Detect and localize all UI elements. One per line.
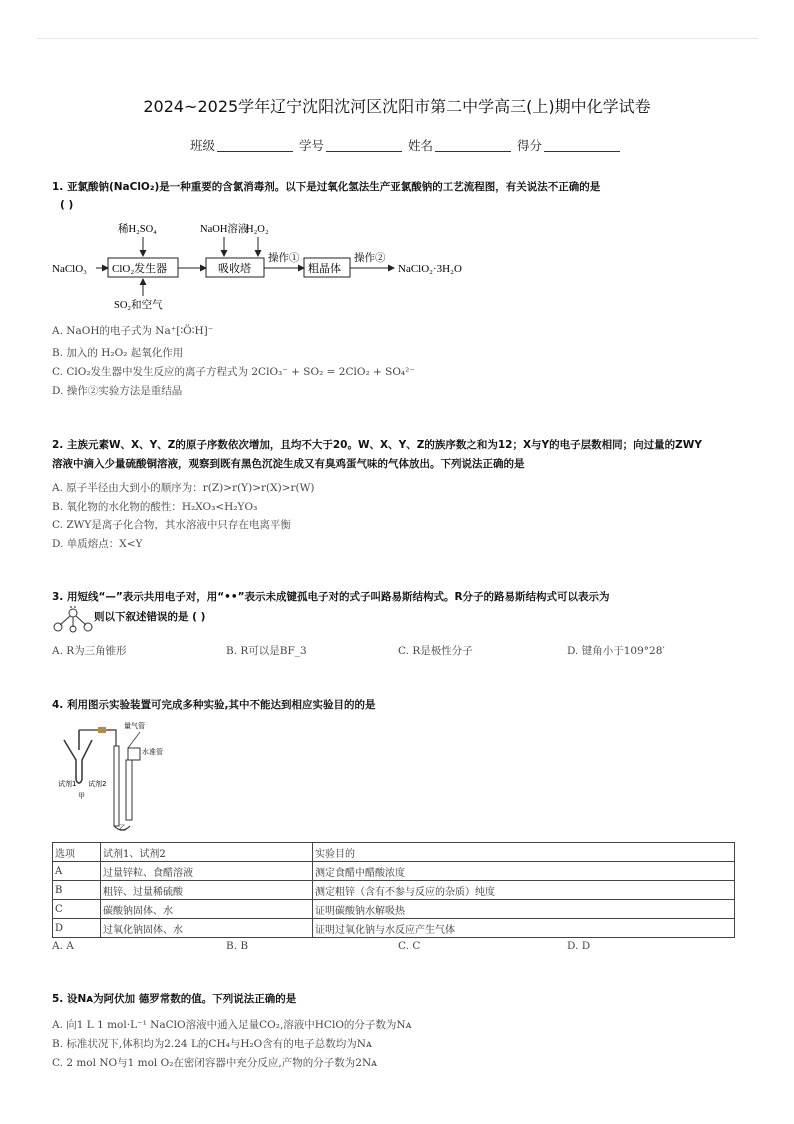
flow-op2-label: 操作② — [354, 253, 386, 264]
q4-option-b: B. B — [226, 940, 249, 952]
flow-output-label: NaClO₂·3H₂O — [398, 263, 462, 275]
student-id-label: 学号 — [299, 138, 325, 153]
apparatus-jia-label: 甲 — [78, 792, 85, 800]
table-cell: 粗锌、过量稀硫酸 — [101, 881, 313, 900]
q2-option-d: D. 单质熔点：X<Y — [52, 538, 143, 550]
score-blank[interactable] — [544, 151, 620, 152]
q4-stem: 4. 利用图示实验装置可完成多种实验,其中不能达到相应实验目的的是 — [52, 699, 376, 711]
table-cell: 测定粗锌（含有不参与反应的杂质）纯度 — [313, 881, 735, 900]
table-cell: B — [53, 881, 101, 900]
name-blank[interactable] — [435, 151, 511, 152]
q2-stem-line1: 2. 主族元素W、X、Y、Z的原子序数依次增加，且均不大于20。W、X、Y、Z的族序数之和为12；X与Y的电子层数相同；向过量的ZWY — [52, 439, 702, 451]
q2-stem-line2: 溶液中滴入少量硫酸铜溶液，观察到既有黑色沉淀生成又有臭鸡蛋气味的气体放出。下列说法正确的是 — [52, 458, 525, 470]
flow-box-absorber-label: 吸收塔 — [218, 263, 251, 275]
apparatus-yi-label: 乙 — [119, 824, 126, 832]
lewis-structure-icon — [52, 605, 94, 633]
q4-option-c: C. C — [398, 940, 421, 952]
page-title: 2024~2025学年辽宁沈阳沈河区沈阳市第二中学高三(上)期中化学试卷 — [143, 97, 651, 116]
q3-option-b: B. R可以是BF_3 — [226, 645, 307, 657]
level-tube-label: 水准管 — [142, 748, 163, 756]
class-label: 班级 — [190, 138, 216, 153]
flow-op1-label: 操作① — [268, 253, 300, 264]
q2-option-c: C. ZWY是离子化合物，其水溶液中只存在电离平衡 — [52, 519, 291, 531]
q3-option-c: C. R是极性分子 — [398, 645, 473, 657]
header-divider — [36, 38, 758, 39]
q1-option-d: D. 操作②实验方法是重结晶 — [52, 385, 183, 397]
table-cell: 过氧化钠固体、水 — [101, 919, 313, 938]
table-row — [53, 881, 735, 900]
table-header-cell: 实验目的 — [313, 843, 735, 862]
gas-tube-label: 量气管 — [124, 722, 145, 730]
q1-stem-line1: 1. 亚氯酸钠(NaClO₂)是一种重要的含氯消毒剂。以下是过氧化氢法生产亚氯酸钠的工艺流程图，有关说法不正确的是 — [52, 181, 601, 193]
q1-option-a: A. NaOH的电子式为 Na⁺[∶Ö∶H]⁻ — [52, 325, 214, 337]
flow-box-generator-label: ClO₂发生器 — [112, 263, 168, 275]
score-label: 得分 — [517, 138, 543, 153]
class-blank[interactable] — [217, 151, 293, 152]
table-cell: 测定食醋中醋酸浓度 — [313, 862, 735, 881]
flow-reagent-h2so4: 稀H₂SO₄ — [118, 224, 157, 235]
flow-box-crystal-label: 粗晶体 — [308, 263, 341, 275]
q5-option-a: A. 向1 L 1 mol·L⁻¹ NaClO溶液中通入足量CO₂,溶液中HClO的分子数为Nᴀ — [52, 1019, 412, 1031]
table-header-cell: 试剂1、试剂2 — [101, 843, 313, 862]
table-header-cell: 选项 — [53, 843, 101, 862]
q1-option-c: C. ClO₂发生器中发生反应的离子方程式为 2ClO₃⁻ + SO₂ = 2ClO₂ + SO₄²⁻ — [52, 366, 415, 378]
table-row — [53, 862, 735, 881]
table-cell: A — [53, 862, 101, 881]
q1-stem-line2: ( ) — [60, 199, 74, 211]
table-cell: 证明碳酸钠水解吸热 — [313, 900, 735, 919]
flow-so2-air: SO₂和空气 — [114, 300, 163, 311]
q1-option-b: B. 加入的 H₂O₂ 起氧化作用 — [52, 347, 184, 359]
q3-option-a: A. R为三角锥形 — [52, 645, 127, 657]
q3-option-d: D. 键角小于109°28′ — [567, 645, 665, 657]
q5-option-b: B. 标准状况下,体积均为2.24 L的CH₄与H₂O含有的电子总数均为Nᴀ — [52, 1038, 372, 1050]
student-id-blank[interactable] — [326, 151, 402, 152]
table-header-row — [53, 843, 735, 862]
q4-option-d: D. D — [567, 940, 591, 952]
student-info-line — [190, 136, 622, 154]
q5-option-c: C. 2 mol NO与1 mol O₂在密闭容器中充分反应,产物的分子数为2Nᴀ — [52, 1057, 378, 1069]
table-row — [53, 919, 735, 938]
q5-stem: 5. 设Nᴀ为阿伏加 德罗常数的值。下列说法正确的是 — [52, 993, 297, 1005]
q4-apparatus-figure — [52, 720, 212, 835]
reagent2-label: 试剂2 — [88, 780, 107, 788]
reagent1-label: 试剂1 — [58, 780, 77, 788]
q3-stem-line1: 3. 用短线“—”表示共用电子对，用“••”表示未成键孤电子对的式子叫路易斯结构式。R分子的路易斯结构式可以表示为 — [52, 591, 610, 603]
q4-reagent-table — [52, 842, 735, 938]
q2-option-b: B. 氧化物的水化物的酸性：H₂XO₃<H₂YO₃ — [52, 501, 258, 513]
flow-reagent-naoh: NaOH溶液 — [200, 224, 249, 235]
table-cell: D — [53, 919, 101, 938]
flow-input-label: NaClO₃ — [52, 263, 87, 275]
table-cell: C — [53, 900, 101, 919]
name-label: 姓名 — [408, 138, 434, 153]
table-row — [53, 900, 735, 919]
q4-option-a: A. A — [52, 940, 74, 952]
q2-option-a: A. 原子半径由大到小的顺序为：r(Z)>r(Y)>r(X)>r(W) — [52, 482, 315, 494]
q1-flow-diagram — [50, 216, 480, 312]
q3-stem-line2: 则以下叙述错误的是 ( ) — [94, 611, 206, 623]
table-cell: 碳酸钠固体、水 — [101, 900, 313, 919]
table-cell: 过量锌粒、食醋溶液 — [101, 862, 313, 881]
table-cell: 证明过氧化钠与水反应产生气体 — [313, 919, 735, 938]
flow-reagent-h2o2: H₂O₂ — [246, 224, 269, 235]
